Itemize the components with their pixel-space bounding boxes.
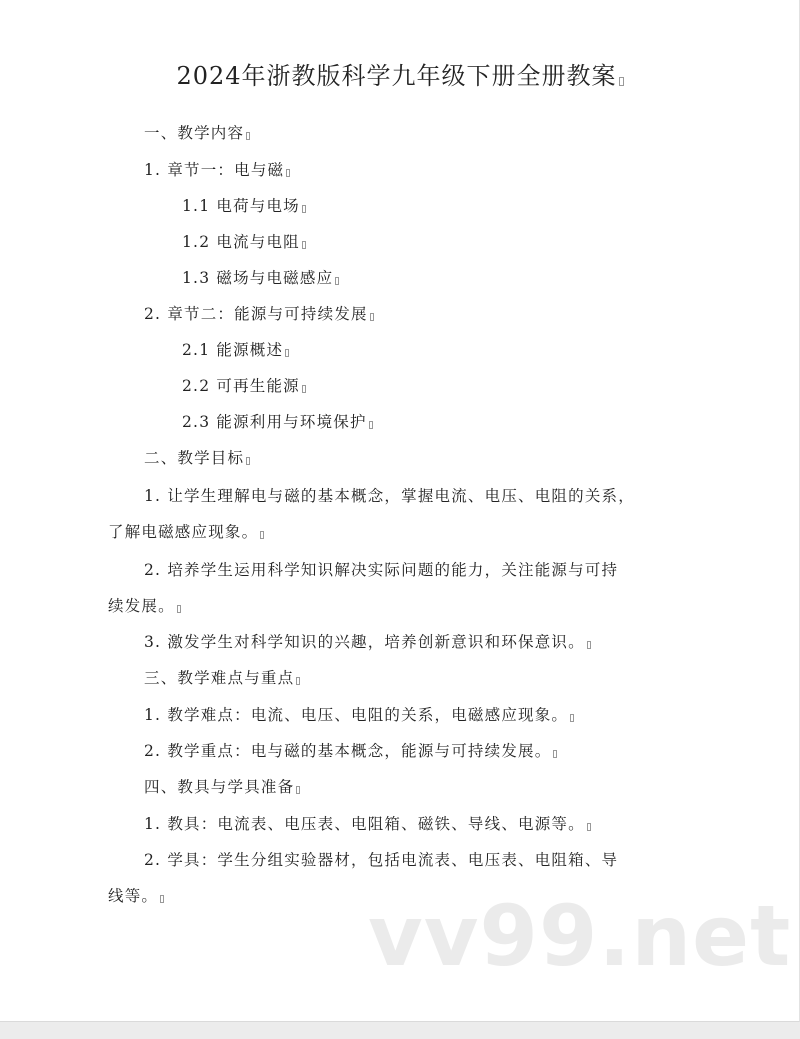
goal-3: 3. 激发学生对科学知识的兴趣，培养创新意识和环保意识。 (144, 630, 591, 654)
chapter-2: 2. 章节二：能源与可持续发展 (144, 302, 374, 326)
chapter-2-2: 2.2 可再生能源 (182, 374, 306, 398)
section-heading-content: 一、教学内容 (144, 121, 250, 145)
section-heading-materials: 四、教具与学具准备 (144, 775, 300, 799)
paragraph-mark-icon (177, 605, 181, 613)
chapter-1-1: 1.1 电荷与电场 (182, 194, 306, 218)
paragraph-mark-icon (335, 277, 339, 285)
section-heading-goals: 二、教学目标 (144, 446, 250, 470)
page-gap (0, 1022, 800, 1039)
paragraph-mark-icon (260, 531, 264, 539)
chapter-2-1: 2.1 能源概述 (182, 338, 289, 362)
key-point: 2. 教学重点：电与磁的基本概念，能源与可持续发展。 (144, 739, 557, 763)
document-title: 2024年浙教版科学九年级下册全册教案 (0, 58, 800, 94)
paragraph-mark-icon (296, 677, 300, 685)
chapter-1-2: 1.2 电流与电阻 (182, 230, 306, 254)
chapter-1-3: 1.3 磁场与电磁感应 (182, 266, 339, 290)
chapter-2-3: 2.3 能源利用与环境保护 (182, 410, 373, 434)
chapter-1: 1. 章节一：电与磁 (144, 158, 290, 182)
goal-2-line-2: 续发展。 (108, 594, 181, 618)
learning-aids-line-2: 线等。 (108, 884, 164, 908)
paragraph-mark-icon (302, 205, 306, 213)
watermark: vv99.net (368, 887, 792, 985)
section-heading-difficulties: 三、教学难点与重点 (144, 666, 300, 690)
paragraph-mark-icon (619, 77, 624, 86)
learning-aids-line-1: 2. 学具：学生分组实验器材，包括电流表、电压表、电阻箱、导 (144, 851, 619, 869)
teaching-aids: 1. 教具：电流表、电压表、电阻箱、磁铁、导线、电源等。 (144, 812, 591, 836)
paragraph-mark-icon (369, 421, 373, 429)
goal-2-line-1: 2. 培养学生运用科学知识解决实际问题的能力，关注能源与可持 (144, 561, 619, 579)
paragraph-mark-icon (553, 750, 557, 758)
paragraph-mark-icon (370, 313, 374, 321)
paragraph-mark-icon (286, 169, 290, 177)
goal-1-line-1: 1. 让学生理解电与磁的基本概念，掌握电流、电压、电阻的关系， (144, 487, 635, 505)
paragraph-mark-icon (302, 385, 306, 393)
paragraph-mark-icon (160, 895, 164, 903)
paragraph-mark-icon (587, 641, 591, 649)
paragraph-mark-icon (587, 823, 591, 831)
paragraph-mark-icon (570, 714, 574, 722)
paragraph-mark-icon (302, 241, 306, 249)
difficult-point: 1. 教学难点：电流、电压、电阻的关系，电磁感应现象。 (144, 703, 574, 727)
paragraph-mark-icon (246, 457, 250, 465)
paragraph-mark-icon (246, 132, 250, 140)
goal-1-line-2: 了解电磁感应现象。 (108, 520, 264, 544)
paragraph-mark-icon (285, 349, 289, 357)
paragraph-mark-icon (296, 786, 300, 794)
